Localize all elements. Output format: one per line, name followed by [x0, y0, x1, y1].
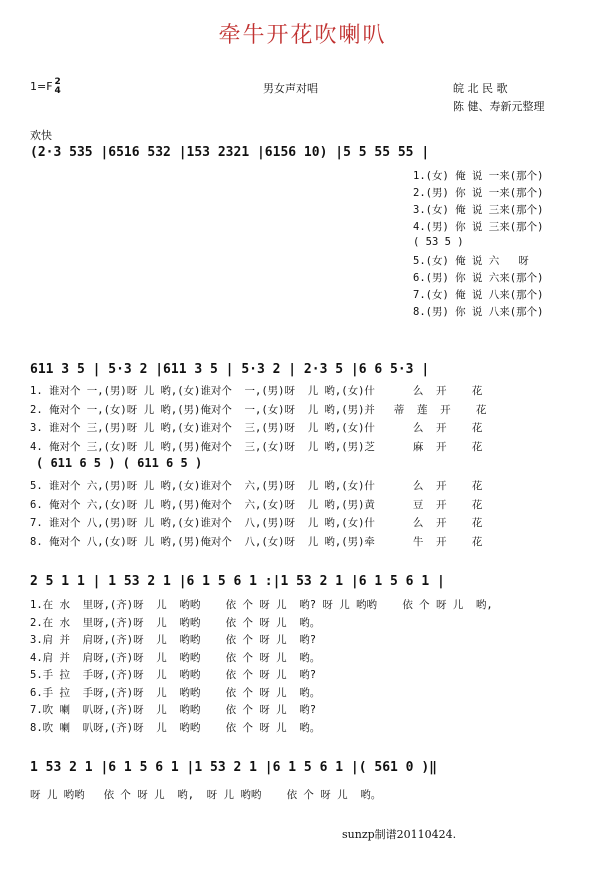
verse-lyric-line: 7. 谁对个 八,(男)呀 儿 哟,(女)谁对个 八,(男)呀 儿 哟,(女)什 么 开 花 [30, 517, 483, 529]
intro-verse-line: ( 53 5 ) [413, 236, 464, 248]
coda-lyrics: 呀 儿 哟哟 依 个 呀 儿 哟, 呀 儿 哟哟 依 个 呀 儿 哟。 [30, 789, 382, 801]
time-signature [55, 78, 61, 96]
chorus-notation: 2 5 1 1 | 1 53 2 1 |6 1 5 6 1 :|1 53 2 1 |6 1 5 6 1 | [30, 574, 445, 589]
intro-verse-line: 2.(男) 你 说 一来(那个) [413, 187, 544, 199]
verse-lyric-line: 8. 俺对个 八,(女)呀 儿 哟,(男)俺对个 八,(女)呀 儿 哟,(男)牵 牛 开 花 [30, 535, 483, 548]
intro-verse-line: 5.(女) 俺 说 六 呀 [413, 255, 529, 267]
verse-lyric-line: 5. 谁对个 六,(男)呀 儿 哟,(女)谁对个 六,(男)呀 儿 哟,(女)什 么 开 花 [30, 480, 483, 492]
chorus-lyric-line: 5.手 拉 手呀,(齐)呀 儿 哟哟 依 个 呀 儿 哟? [30, 669, 317, 681]
chorus-lyric-line: 6.手 拉 手呀,(齐)呀 儿 哟哟 依 个 呀 儿 哟。 [30, 686, 321, 699]
key-label: 1=F [30, 80, 53, 93]
tempo-marking: 欢快 [30, 129, 52, 142]
chorus-lyric-line: 1.在 水 里呀,(齐)呀 儿 哟哟 依 个 呀 儿 哟? 呀 儿 哟哟 依 个 呀 儿 哟, [30, 599, 493, 611]
song-origin: 皖 北 民 歌 [453, 82, 508, 95]
performance-form: 男女声对唱 [263, 82, 318, 95]
coda-notation: 1 53 2 1 |6 1 5 6 1 |1 53 2 1 |6 1 5 6 1 |( 561 0 )‖ [30, 760, 437, 775]
chorus-lyric-line: 3.肩 并 肩呀,(齐)呀 儿 哟哟 依 个 呀 儿 哟? [30, 634, 317, 646]
intro-verse-line: 4.(男) 你 说 三来(那个) [413, 221, 544, 233]
intro-notation: (2·3 535 |6516 532 |153 2321 |6156 10) |5 5 55 55 | [30, 145, 430, 160]
verse-lyric-line: 4. 俺对个 三,(女)呀 儿 哟,(男)俺对个 三,(女)呀 儿 哟,(男)芝 麻 开 花 [30, 440, 483, 453]
transcriber-credit: sunzp制谱20110424. [342, 828, 457, 841]
time-numerator: 2 [54, 77, 61, 87]
chorus-lyric-line: 4.肩 并 肩呀,(齐)呀 儿 哟哟 依 个 呀 儿 哟。 [30, 651, 321, 664]
verse-lyric-line: 3. 谁对个 三,(男)呀 儿 哟,(女)谁对个 三,(男)呀 儿 哟,(女)什 么 开 花 [30, 422, 483, 434]
intro-verse-line: 7.(女) 俺 说 八来(那个) [413, 289, 544, 301]
time-denominator: 4 [54, 86, 61, 96]
intro-verse-line: 8.(男) 你 说 八来(那个) [413, 306, 544, 318]
key-signature [30, 78, 61, 96]
verse-lyric-line: 6. 俺对个 六,(女)呀 儿 哟,(男)俺对个 六,(女)呀 儿 哟,(男)黄 豆 开 花 [30, 498, 483, 511]
alternate-notation: ( 611 6 5 ) ( 611 6 5 ) [36, 456, 203, 470]
intro-verse-line: 3.(女) 俺 说 三来(那个) [413, 204, 544, 216]
song-title: 牵牛开花吹喇叭 [218, 23, 387, 48]
verse-lyric-line: 1. 谁对个 一,(男)呀 儿 哟,(女)谁对个 一,(男)呀 儿 哟,(女)什 么 开 花 [30, 385, 483, 397]
verse-lyric-line: 2. 俺对个 一,(女)呀 儿 哟,(男)俺对个 一,(女)呀 儿 哟,(男)并 蒂 莲 开 花 [30, 403, 487, 416]
chorus-lyric-line: 7.吹 喇 叭呀,(齐)呀 儿 哟哟 依 个 呀 儿 哟? [30, 704, 317, 716]
intro-verse-line: 6.(男) 你 说 六来(那个) [413, 272, 544, 284]
intro-verse-line: 1.(女) 俺 说 一来(那个) [413, 170, 544, 182]
arrangers: 陈 健、寿新元整理 [453, 100, 545, 113]
chorus-lyric-line: 8.吹 喇 叭呀,(齐)呀 儿 哟哟 依 个 呀 儿 哟。 [30, 721, 321, 734]
verse-notation: 611 3 5 | 5·3 2 |611 3 5 | 5·3 2 | 2·3 5 |6 6 5·3 | [30, 362, 430, 377]
chorus-lyric-line: 2.在 水 里呀,(齐)呀 儿 哟哟 依 个 呀 儿 哟。 [30, 616, 321, 629]
